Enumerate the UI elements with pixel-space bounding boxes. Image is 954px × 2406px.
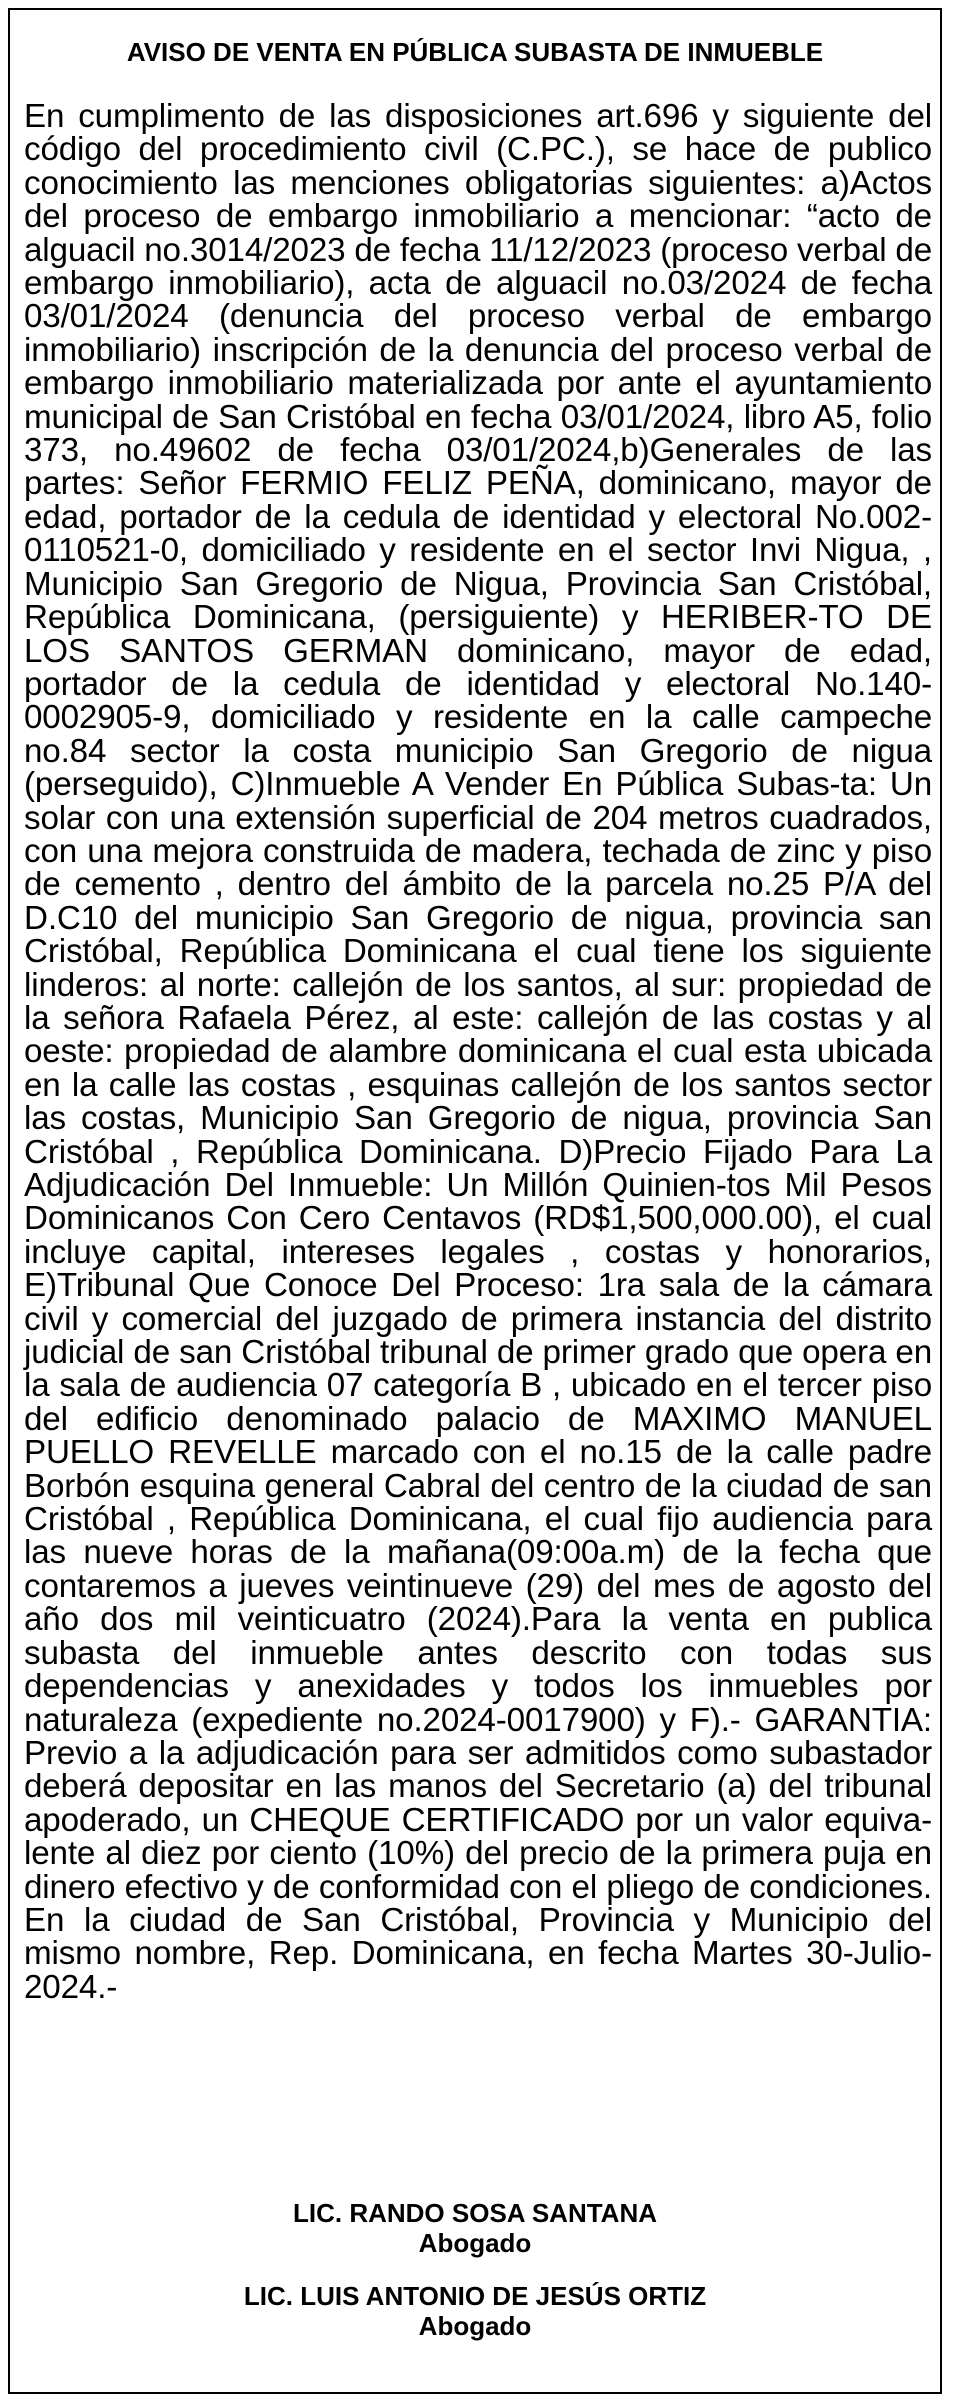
signatory-role: Abogado	[418, 2311, 532, 2341]
signatory-role: Abogado	[418, 2228, 532, 2258]
notice-body: En cumplimento de las disposiciones art.696 y siguiente del código del procedimiento civil (C.PC.), se hace de publico conocimiento las menciones obligatorias siguientes: a)Actos del proceso de embargo inmobiliario a mencionar: “acto de alguacil no.3014/2023 de fecha 11/12/2023 (proceso verbal de embargo inmobiliario), acta de alguacil no.03/2024 de fecha 03/01/2024 (denuncia del proceso verbal de embargo inmobiliario) inscripción de la denuncia del proceso verbal de embargo inmobiliario materializada por ante el ayuntamiento municipal de San Cristóbal en fecha 03/01/2024, libro A5, folio 373, no.49602 de fecha 03/01/2024,b)Generales de las partes: Señor FERMIO FELIZ PEÑA, dominicano, mayor de edad, portador de la cedula de identidad y electoral No.002-0110521-0, domiciliado y residente en el sector Invi Nigua, , Municipio San Gregorio de Nigua, Provincia San Cristóbal, República Dominicana, (persiguiente) y HERIBER-TO DE LOS SANTOS GERMAN dominicano, mayor de edad, portador de la cedula de identidad y electoral No.140-0002905-9, domiciliado y residente en la calle campeche no.84 sector la costa municipio San Gregorio de nigua (perseguido), C)Inmueble A Vender En Pública Subas-ta: Un solar con una extensión superficial de 204 metros cuadrados, con una mejora construida de madera, techada de zinc y piso de cemento , dentro del ámbito de la parcela no.25 P/A del D.C10 del municipio San Gregorio de nigua, provincia san Cristóbal, República Dominicana el cual tiene los siguiente linderos: al norte: callejón de los santos, al sur: propiedad de la señora Rafaela Pérez, al este: callejón de las costas y al oeste: propiedad de alambre dominicana el cual esta ubicada en la calle las costas , esquinas callejón de los santos sector las costas, Municipio San Gregorio de nigua, provincia San Cristóbal , República Dominicana. D)Precio Fijado Para La Adjudicación Del Inmueble: Un Millón Quinien-tos Mil Pesos Dominicanos Con Cero Centavos (RD$1,500,000.00), el cual incluye capital, intereses legales , costas y honorarios, E)Tribunal Que Conoce Del Proceso: 1ra sala de la cámara civil y comercial del juzgado de primera instancia del distrito judicial de san Cristóbal tribunal de primer grado que opera en la sala de audiencia 07 categoría B , ubicado en el tercer piso del edificio denominado palacio de MAXIMO MANUEL PUELLO REVELLE marcado con el no.15 de la calle padre Borbón esquina general Cabral del centro de la ciudad de san Cristóbal , República Dominicana, el cual fijo audiencia para las nueve horas de la mañana(09:00a.m) de la fecha que contaremos a jueves veintinueve (29) del mes de agosto del año dos mil veinticuatro (2024).Para la venta en publica subasta del inmueble antes descrito con todas sus dependencias y anexidades y todos los inmuebles por naturaleza (expediente no.2024-0017900) y F).- GARANTIA: Previo a la adjudicación para ser admitidos como subastador deberá depositar en las manos del Secretario (a) del tribunal apoderado, un CHEQUE CERTIFICADO por un valor equiva-lente al diez por ciento (10%) del precio de la primera puja en dinero efectivo y de conformidad con el pliego de condiciones. En la ciudad de San Cristóbal, Provincia y Municipio del mismo nombre, Rep. Dominicana, en fecha Martes 30-Julio-2024.-	[24, 98, 932, 2006]
signatory-name: LIC. RANDO SOSA SANTANA	[293, 2198, 657, 2228]
signatory-name: LIC. LUIS ANTONIO DE JESÚS ORTIZ	[243, 2281, 707, 2311]
signature-block-2	[10, 2281, 940, 2341]
notice-title: AVISO DE VENTA EN PÚBLICA SUBASTA DE INMUEBLE	[126, 37, 824, 67]
signature-block-1	[10, 2198, 940, 2258]
notice-frame	[8, 8, 942, 2394]
